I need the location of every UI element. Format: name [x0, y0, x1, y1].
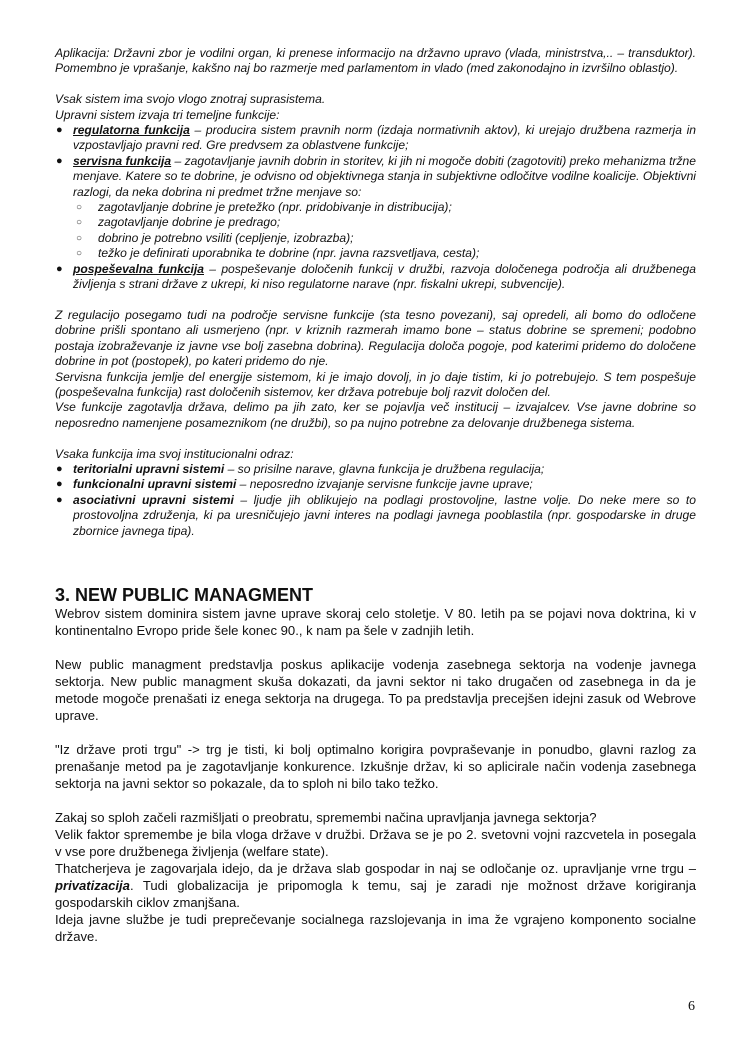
- reasons-sublist: [73, 200, 696, 262]
- npm-paragraph-1: Webrov sistem dominira sistem javne uprave skoraj celo stoletje. V 80. letih pa se pojavi nova doktrina, ki v kontinentalno Evropo pride šele konec 90., k nam pa šele v zadnjih letih.: [55, 605, 696, 638]
- bullet-icon: ●: [56, 493, 63, 506]
- section-functions: [55, 46, 696, 539]
- regulation-paragraph: Z regulacijo posegamo tudi na področje servisne funkcije (sta tesno povezani), saj opredeli, ali bomo do odločene dobrine prišli spontano ali usmerjeno (npr. v kriznih razmerah imamo bone – status dobrine se spremeni; podobno postaja izobraževanje iz javne vse bolj zasebna dobrina). Regulacija določa pogoje, pod katerimi pridemo do določene dobrine in pot (postopek), po kateri pridemo do nje.: [55, 307, 696, 369]
- circle-bullet-icon: ○: [76, 248, 83, 260]
- system-term: asociativni upravni sistemi: [73, 492, 234, 507]
- bullet-icon: ●: [56, 154, 63, 167]
- bullet-icon: ●: [56, 124, 63, 137]
- list-item: [55, 493, 696, 539]
- function-text: – zagotavljanje javnih dobrin in storitev, ki jih ni mogoče dobiti (zagotoviti) preko mehanizma tržne menjave. Katere so te dobrine, je odvisno od objektivnega stanja in subjektivne odločitve vodilne koalicije. Objektivni razlogi, da neka dobrina ni predmet tržne menjave so:: [73, 153, 696, 199]
- sublist-item: [73, 200, 696, 215]
- functions-list: [55, 123, 696, 292]
- institutional-intro-line: Vsaka funkcija ima svoj institucionalni odraz:: [55, 446, 294, 461]
- npm-question: Zakaj so sploh začeli razmišljati o preobratu, spremembi načina upravljanja javnega sektorja?: [55, 809, 597, 825]
- bullet-icon: ●: [56, 262, 63, 275]
- sublist-item: [73, 231, 696, 246]
- npm-paragraph-7: Ideja javne službe je tudi preprečevanje socialnega razslojevanja in ima že vgrajeno komponento socialne države.: [55, 911, 696, 944]
- function-term: regulatorna funkcija: [73, 123, 190, 138]
- systems-list: [55, 462, 696, 539]
- npm-paragraph-5: Velik faktor spremembe je bila vloga države v družbi. Država se je po 2. svetovni vojni razcvetela in posegala v vse pore družbenega življenja (welfare state).: [55, 826, 696, 859]
- circle-bullet-icon: ○: [76, 232, 83, 244]
- npm-paragraph-2: New public managment predstavlja poskus aplikacije vodenja zasebnega sektorja na vodenje javnega sektorja. New public managment skuša dokazati, da javni sektor ni tako drugačen od zasebnega in da je metode mogoče prenašati iz enega sektorja na drugega. To pa predstavlja precejšen idejni zasuk od Webrove uprave.: [55, 656, 696, 723]
- bullet-icon: ●: [56, 462, 63, 475]
- circle-bullet-icon: ○: [76, 217, 83, 229]
- sublist-text: zagotavljanje dobrine je pretežko (npr. pridobivanje in distribucija);: [98, 200, 452, 215]
- privatization-term: privatizacija: [55, 877, 130, 893]
- document-page: [55, 46, 696, 945]
- intro-paragraph: Aplikacija: Državni zbor je vodilni organ, ki prenese informacijo na državno upravo (vlada, ministrstva,.. – transduktor). Pomembno je vprašanje, kakšno naj bo razmerje med parlamentom in vlado (med zakonodajno in izvršilno oblastjo).: [55, 46, 696, 76]
- function-text: – pospeševanje določenih funkcij v družbi, razvoja določenega področja ali družbenega življenja s strani države z ukrepi, ki niso regulatorne narave (npr. fiskalni ukrepi, subvencije).: [73, 261, 696, 292]
- system-text: – ljudje jih oblikujejo na podlagi prostovoljne, lastne volje. Do neke mere so to prostovoljna združenja, ki pa uresničujejo javni interes na podlagi javnega pooblastila (npr. gospodarske in druge zbornice javnega tipa).: [73, 492, 696, 538]
- system-term: teritorialni upravni sistemi: [73, 461, 225, 476]
- function-term: servisna funkcija: [73, 153, 172, 168]
- system-text: – neposredno izvajanje servisne funkcije javne uprave;: [236, 477, 533, 492]
- list-item: [55, 477, 696, 492]
- text-span: . Tudi globalizacija je pripomogla k temu, saj je zaradi nje možnost države korigiranja gospodarskih ciklov zmanjšana.: [55, 877, 696, 910]
- system-text: – so prisilne narave, glavna funkcija je družbena regulacija;: [224, 461, 545, 476]
- list-item: [55, 462, 696, 477]
- suprasystem-line: Vsak sistem ima svojo vlogo znotraj suprasistema.: [55, 92, 326, 107]
- npm-paragraph-3: "Iz države proti trgu" -> trg je tisti, ki bolj optimalno korigira povpraševanje in ponudbo, glavni razlog za prenašanje metod pa je zagotavljanje konkurence. Izkušnje držav, ki so aplicirale način vodenja zasebnega sektorja na javni sektor so pokazale, da to sploh ni bilo tako težko.: [55, 741, 696, 791]
- bullet-icon: ●: [56, 478, 63, 491]
- function-text: – producira sistem pravnih norm (izdaja normativnih aktov), ki urejajo družbena razmerja in vzpostavljajo pravni red. Gre predvsem za oblastvene funkcije;: [73, 123, 696, 153]
- function-term: pospeševalna funkcija: [73, 261, 204, 276]
- section-heading: 3. NEW PUBLIC MANAGMENT: [55, 584, 313, 605]
- page-number: 6: [688, 999, 695, 1014]
- sublist-item: [73, 215, 696, 230]
- sublist-text: dobrino je potrebno vsiliti (cepljenje, izobrazba);: [98, 230, 354, 245]
- list-item: [55, 123, 696, 154]
- functions-intro-line: Upravni sistem izvaja tri temeljne funkcije:: [55, 107, 280, 122]
- npm-paragraph-6: [55, 860, 696, 911]
- section-npm-body: [55, 605, 696, 945]
- sublist-text: težko je definirati uporabnika te dobrine (npr. javna razsvetljava, cesta);: [98, 246, 480, 261]
- sublist-item: [73, 246, 696, 261]
- system-term: funkcionalni upravni sistemi: [73, 477, 237, 492]
- list-item: [55, 262, 696, 293]
- sublist-text: zagotavljanje dobrine je predrago;: [98, 215, 281, 230]
- text-span: Thatcherjeva je zagovarjala idejo, da je država slab gospodar in naj se odločanje oz. upravljanje vrne trgu –: [55, 860, 696, 876]
- circle-bullet-icon: ○: [76, 202, 83, 214]
- service-paragraph: Servisna funkcija jemlje del energije sistemom, ki je imajo dovolj, in jo daje tistim, ki jo potrebujejo. S tem pospešuje (pospeševalna funkcija) rast določenih sistemov, ker država potrebuje bolj razvit določen del.: [55, 369, 696, 399]
- list-item: [55, 154, 696, 262]
- all-functions-paragraph: Vse funkcije zagotavlja država, delimo pa jih zato, ker se pojavlja več institucij – izvajalcev. Vse javne dobrine so neposredno namenjene posameznikom (ne družbi), so pa nujno potrebne za delovanje družbenega sistema.: [55, 400, 696, 430]
